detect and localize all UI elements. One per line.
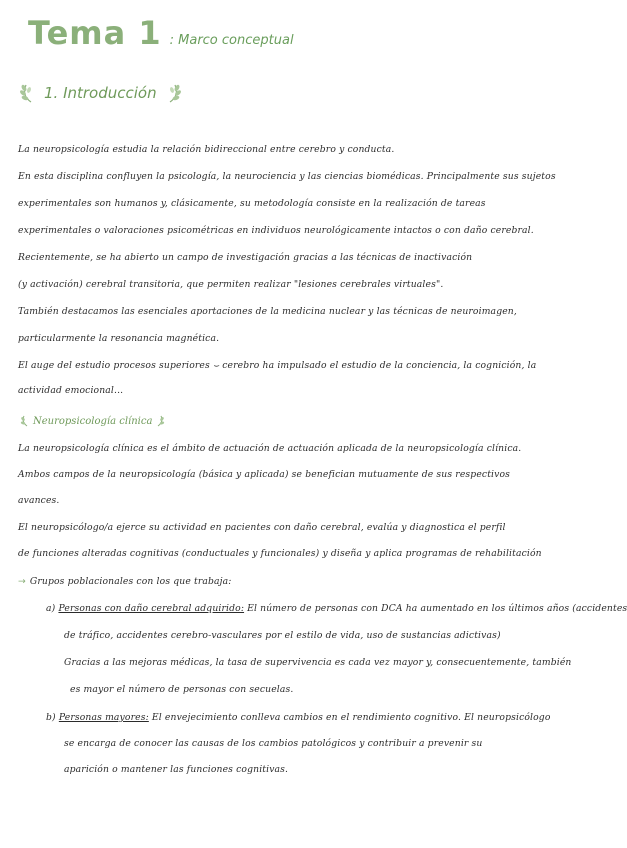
group-b-text: El envejecimiento conlleva cambios en el rendimiento cognitivo. El neuropsicólogo xyxy=(151,712,551,723)
group-a-marker: a) xyxy=(46,603,59,614)
text-line: se encarga de conocer las causas de los cambios patológicos y contribuir a prevenir su xyxy=(64,738,483,749)
group-a-text: El número de personas con DCA ha aumentado en los últimos años (accidentes xyxy=(247,603,627,614)
text-line: También destacamos las esenciales aportaciones de la medicina nuclear y las técnicas de neuroimagen, xyxy=(18,306,517,317)
text-line: El auge del estudio procesos superiores ⌣ cerebro ha impulsado el estudio de la conciencia, la cognición, la xyxy=(18,360,537,371)
page-title xyxy=(28,14,294,58)
section-title: 1. Introducción xyxy=(44,84,157,102)
text-line: actividad emocional... xyxy=(18,385,124,396)
arrow-right-icon: → xyxy=(18,576,26,587)
text-line: de funciones alteradas cognitivas (conductuales y funcionales) y diseña y aplica programas de rehabilitación xyxy=(18,548,542,559)
text-line: (y activación) cerebral transitoria, que permiten realizar "lesiones cerebrales virtuales". xyxy=(18,279,444,290)
text-line: es mayor el número de personas con secuelas. xyxy=(70,684,294,695)
title-subtitle: : Marco conceptual xyxy=(169,33,294,48)
laurel-left-icon xyxy=(16,82,38,104)
text-line: avances. xyxy=(18,495,60,506)
text-line: Recientemente, se ha abierto un campo de investigación gracias a las técnicas de inactivación xyxy=(18,252,473,263)
group-a-line xyxy=(46,602,627,615)
text-line: El neuropsicólogo/a ejerce su actividad en pacientes con daño cerebral, evalúa y diagnostica el perfil xyxy=(18,522,506,533)
text-line: La neuropsicología estudia la relación bidireccional entre cerebro y conducta. xyxy=(18,144,395,155)
section-heading xyxy=(16,78,185,108)
subsection-heading xyxy=(18,412,167,430)
groups-intro-line xyxy=(18,575,584,588)
text-line: particularmente la resonancia magnética. xyxy=(18,333,220,344)
group-b-label: Personas mayores: xyxy=(58,712,149,723)
text-line: Gracias a las mejoras médicas, la tasa de supervivencia es cada vez mayor y, consecuentemente, también xyxy=(64,657,572,668)
text-line: experimentales o valoraciones psicométricas en individuos neurológicamente intactos o con daño cerebral. xyxy=(18,225,534,236)
sprig-left-icon xyxy=(18,415,30,427)
title-main: Tema 1 xyxy=(28,14,162,52)
text-line: experimentales son humanos y, clásicamente, su metodología consiste en la realización de tareas xyxy=(18,198,486,209)
group-b-marker: b) xyxy=(46,712,59,723)
subsection-title: Neuropsicología clínica xyxy=(33,415,153,427)
text-line: Ambos campos de la neuropsicología (básica y aplicada) se benefician mutuamente de sus respectivos xyxy=(18,469,511,480)
text-line: En esta disciplina confluyen la psicología, la neurociencia y las ciencias biomédicas. Principalmente sus sujetos xyxy=(18,171,556,182)
laurel-right-icon xyxy=(163,82,185,104)
text-line: aparición o mantener las funciones cognitivas. xyxy=(64,764,289,775)
text-line: de tráfico, accidentes cerebro-vasculares por el estilo de vida, uso de sustancias adictivas) xyxy=(64,630,501,641)
group-a-label: Personas con daño cerebral adquirido: xyxy=(58,603,245,614)
sprig-right-icon xyxy=(155,415,167,427)
groups-intro: Grupos poblacionales con los que trabaja: xyxy=(29,576,232,587)
text-line: La neuropsicología clínica es el ámbito de actuación de actuación aplicada de la neuropsicología clínica. xyxy=(18,443,522,454)
group-b-line xyxy=(46,711,584,724)
